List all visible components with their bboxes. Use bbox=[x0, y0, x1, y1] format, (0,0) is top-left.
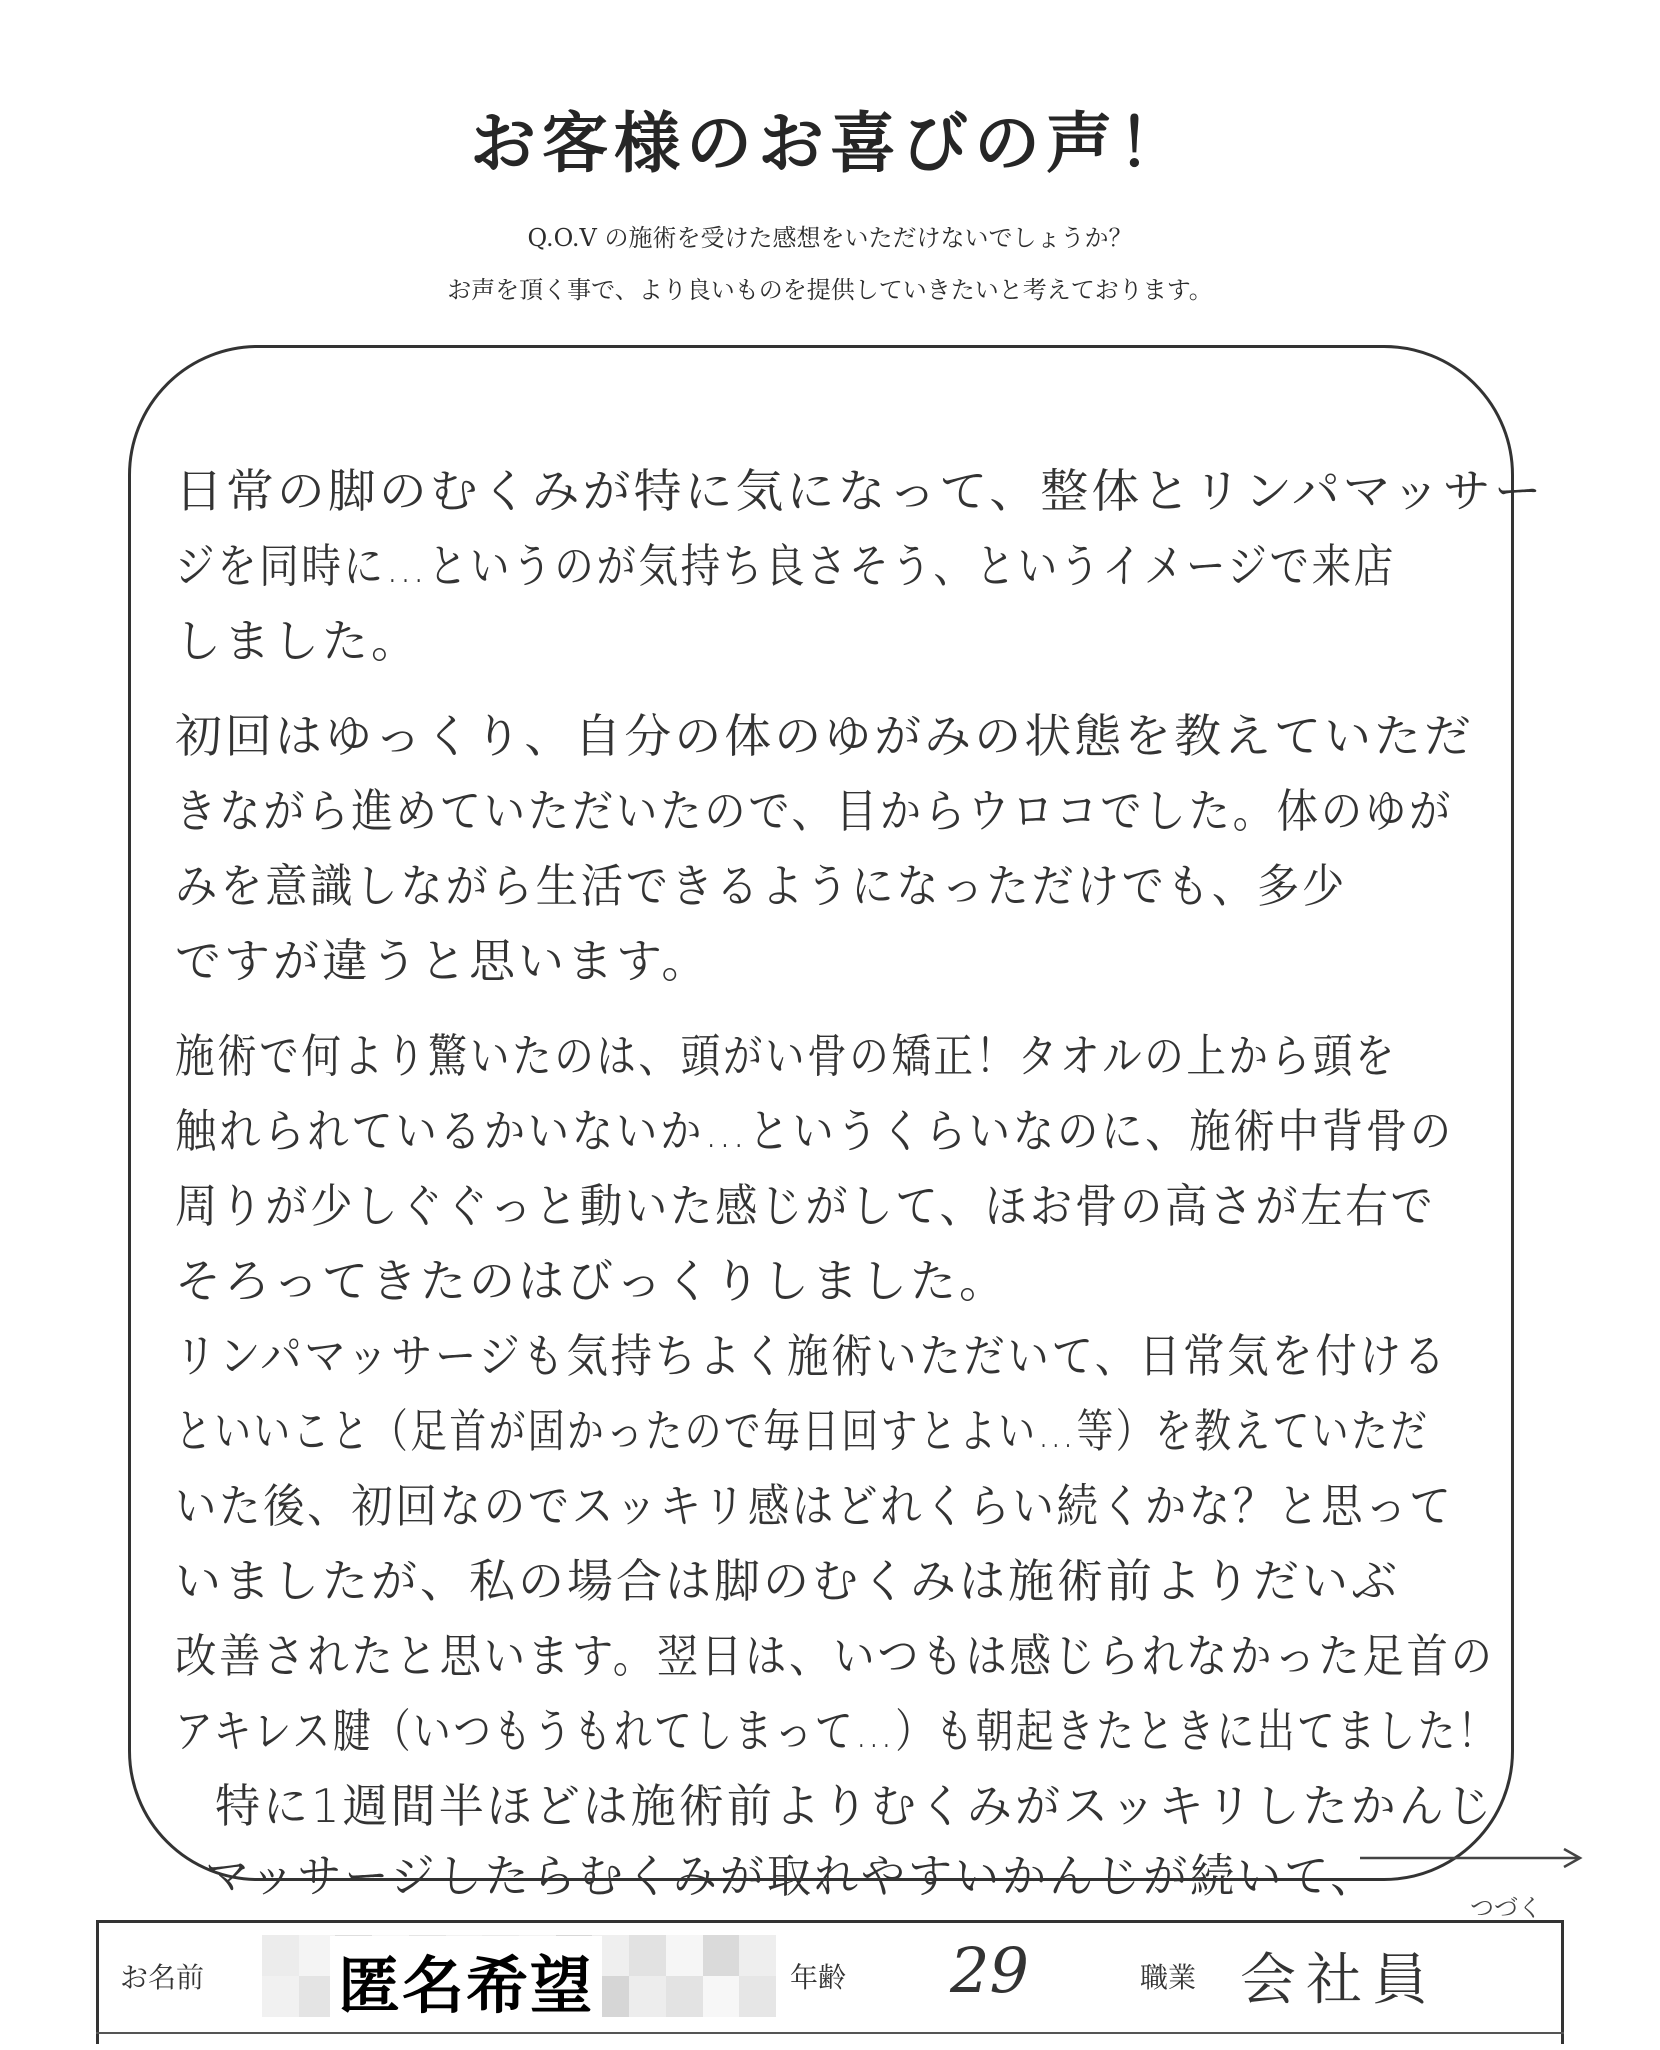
continued-note: つづく bbox=[1470, 1894, 1542, 1922]
message-line: ですが違うと思います。 bbox=[175, 934, 711, 988]
message-line: いた後、初回なのでスッキリ感はどれくらい続くかな？と思って bbox=[175, 1479, 1454, 1533]
message-line: いましたが、私の場合は脚のむくみは施術前よりだいぶ bbox=[175, 1554, 1400, 1608]
message-line: 周りが少しぐぐっと動いた感じがして、ほお骨の高さが左右で bbox=[175, 1179, 1436, 1233]
message-line: マッサージしたらむくみが取れやすいかんじが続いて、 bbox=[205, 1849, 1378, 1903]
continue-arrow-icon bbox=[1360, 1846, 1590, 1870]
name-value: 匿名希望 bbox=[330, 1936, 602, 2025]
job-label: 職業 bbox=[1140, 1961, 1197, 1994]
message-line: 初回はゆっくり、自分の体のゆがみの状態を教えていただ bbox=[175, 709, 1475, 763]
message-line: 改善されたと思います。翌日は、いつもは感じられなかった足首の bbox=[175, 1629, 1495, 1683]
name-label: お名前 bbox=[120, 1961, 205, 1994]
message-line: そろってきたのはびっくりしました。 bbox=[175, 1254, 1008, 1308]
page-title: お客様のお喜びの声！ bbox=[470, 104, 1190, 182]
message-line: ジを同時に…というのが気持ち良さそう、というイメージで来店 bbox=[175, 539, 1396, 593]
age-value: 29 bbox=[950, 1934, 1029, 2007]
subtitle-purpose: お声を頂く事で、より良いものを提供していきたいと考えております。 bbox=[447, 276, 1213, 304]
subtitle-request: Q.O.V の施術を受けた感想をいただけないでしょうか？ bbox=[527, 224, 1133, 252]
message-line: みを意識しながら生活できるようになっただけでも、多少 bbox=[175, 859, 1348, 913]
age-label: 年齢 bbox=[790, 1961, 847, 1994]
message-line: しました。 bbox=[175, 614, 420, 668]
footer-divider bbox=[96, 2032, 1564, 2034]
message-line: 日常の脚のむくみが特に気になって、整体とリンパマッサー bbox=[175, 464, 1545, 518]
message-line: 触れられているかいないか…というくらいなのに、施術中背骨の bbox=[175, 1104, 1454, 1158]
message-line: きながら進めていただいたので、目からウロコでした。体のゆが bbox=[175, 784, 1454, 838]
job-value: 会社員 bbox=[1240, 1948, 1438, 2013]
message-line: 施術で何より驚いたのは、頭がい骨の矯正！タオルの上から頭を bbox=[175, 1029, 1398, 1083]
message-line: 特に1週間半ほどは施術前よりむくみがスッキリしたかんじ bbox=[215, 1779, 1495, 1833]
message-line: といいこと（足首が固かったので毎日回すとよい…等）を教えていただ bbox=[175, 1404, 1430, 1458]
message-line: アキレス腱（いつもうもれてしまって…）も朝起きたときに出てました！ bbox=[175, 1704, 1498, 1758]
message-line: リンパマッサージも気持ちよく施術いただいて、日常気を付ける bbox=[175, 1329, 1448, 1383]
